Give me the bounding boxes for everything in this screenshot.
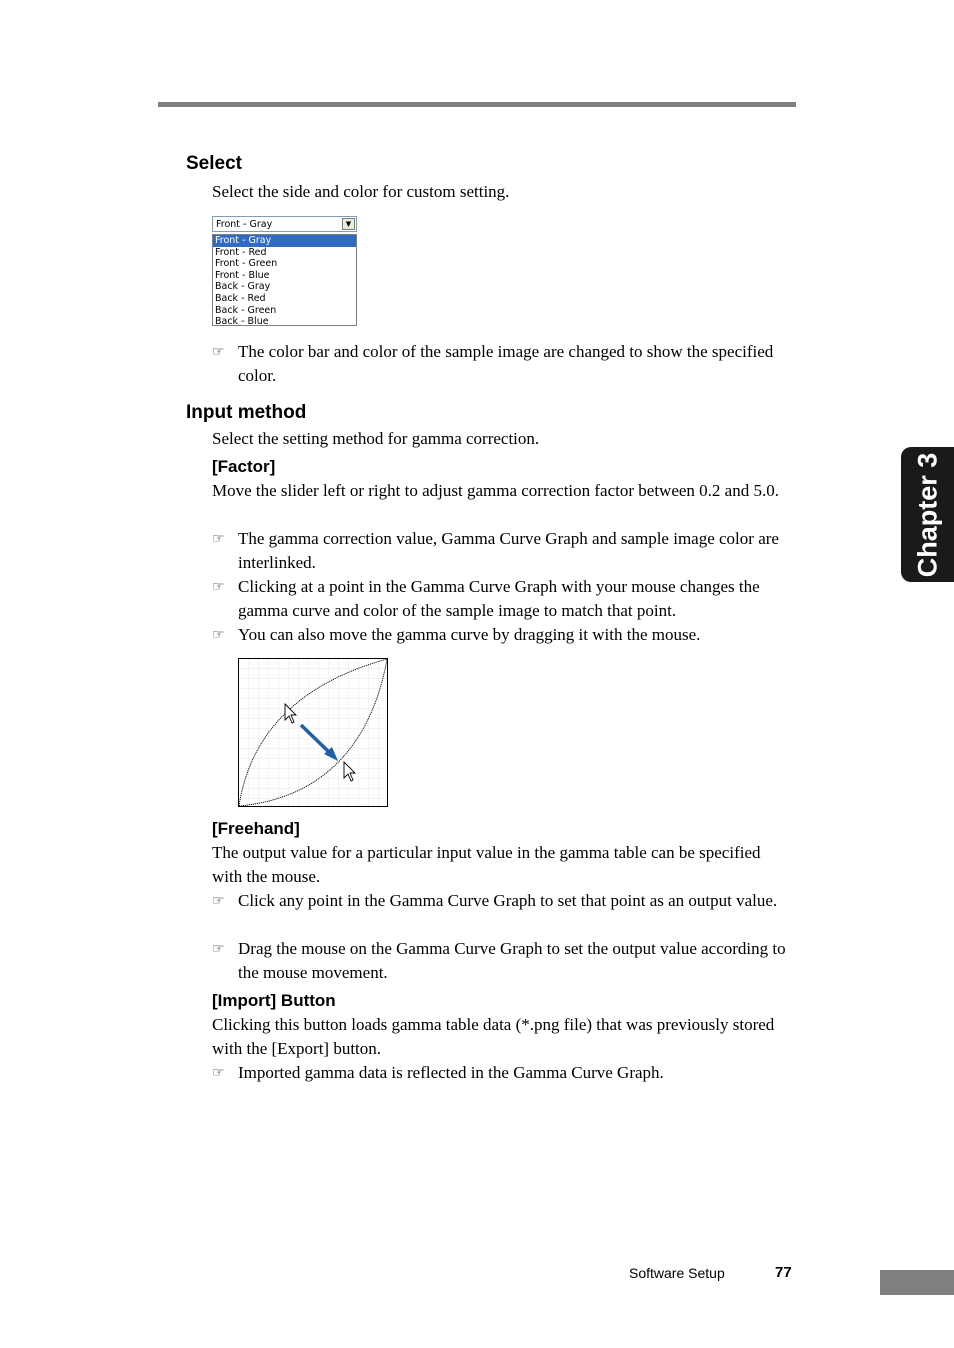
- pointing-hand-icon: ☞: [212, 579, 225, 595]
- select-option-list[interactable]: [212, 234, 357, 326]
- header-rule: [158, 102, 796, 107]
- pointing-hand-icon: ☞: [212, 941, 225, 957]
- select-value-text: Front - Gray: [216, 219, 273, 230]
- note-text: Drag the mouse on the Gamma Curve Graph to set the output value according to the mouse movement.: [238, 939, 786, 982]
- chapter-tab-label: Chapter 3: [912, 452, 942, 577]
- select-option[interactable]: Back - Green: [215, 304, 277, 316]
- page-number: 77: [775, 1264, 792, 1281]
- chevron-down-icon[interactable]: ▼: [342, 218, 355, 230]
- note-text: Imported gamma data is reflected in the Gamma Curve Graph.: [238, 1063, 664, 1082]
- import-button-heading: [Import] Button: [212, 991, 336, 1010]
- pointing-hand-icon: ☞: [212, 627, 225, 643]
- footer-bar: [880, 1270, 954, 1295]
- import-note: [212, 1061, 794, 1085]
- gamma-curve-graph[interactable]: [238, 658, 388, 807]
- select-intro: Select the side and color for custom setting.: [212, 182, 510, 201]
- graph-frame: [239, 659, 388, 807]
- freehand-note: [212, 937, 794, 985]
- note-text: The gamma correction value, Gamma Curve Graph and sample image color are interlinked.: [238, 529, 779, 572]
- select-option[interactable]: Front - Gray: [213, 235, 356, 247]
- factor-heading: [Factor]: [212, 457, 276, 476]
- input-method-heading: Input method: [186, 402, 307, 423]
- select-note: [212, 340, 794, 388]
- select-option[interactable]: Back - Red: [215, 292, 266, 304]
- footer-section-name: Software Setup: [629, 1265, 725, 1281]
- side-color-select[interactable]: [212, 216, 357, 327]
- freehand-note: [212, 889, 794, 913]
- freehand-body: The output value for a particular input value in the gamma table can be specified with the mouse.: [212, 843, 761, 886]
- select-option[interactable]: Front - Blue: [215, 269, 270, 281]
- chapter-tab: [901, 447, 954, 582]
- note-text: Clicking at a point in the Gamma Curve Graph with your mouse changes the gamma curve and color of the sample image to match that point.: [238, 577, 760, 620]
- note-text: The color bar and color of the sample image are changed to show the specified color.: [238, 342, 774, 385]
- note-text: You can also move the gamma curve by dragging it with the mouse.: [238, 625, 701, 644]
- pointing-hand-icon: ☞: [212, 344, 225, 360]
- factor-note: [212, 575, 794, 623]
- pointing-hand-icon: ☞: [212, 893, 225, 909]
- pointing-hand-icon: ☞: [212, 1065, 225, 1081]
- select-heading: Select: [186, 153, 242, 174]
- note-text: Click any point in the Gamma Curve Graph to set that point as an output value.: [238, 891, 778, 910]
- select-option[interactable]: Front - Red: [215, 246, 267, 258]
- factor-note: [212, 623, 794, 647]
- factor-body: Move the slider left or right to adjust gamma correction factor between 0.2 and 5.0.: [212, 481, 779, 500]
- pointing-hand-icon: ☞: [212, 531, 225, 547]
- freehand-heading: [Freehand]: [212, 819, 300, 838]
- import-button-body: Clicking this button loads gamma table data (*.png file) that was previously stored with the [Export] button.: [212, 1015, 775, 1058]
- input-method-intro: Select the setting method for gamma correction.: [212, 429, 540, 448]
- select-option[interactable]: Back - Blue: [215, 316, 269, 328]
- select-current-value[interactable]: [212, 216, 357, 232]
- select-option[interactable]: Back - Gray: [215, 281, 271, 293]
- select-option[interactable]: Front - Green: [215, 258, 278, 270]
- factor-note: [212, 527, 794, 575]
